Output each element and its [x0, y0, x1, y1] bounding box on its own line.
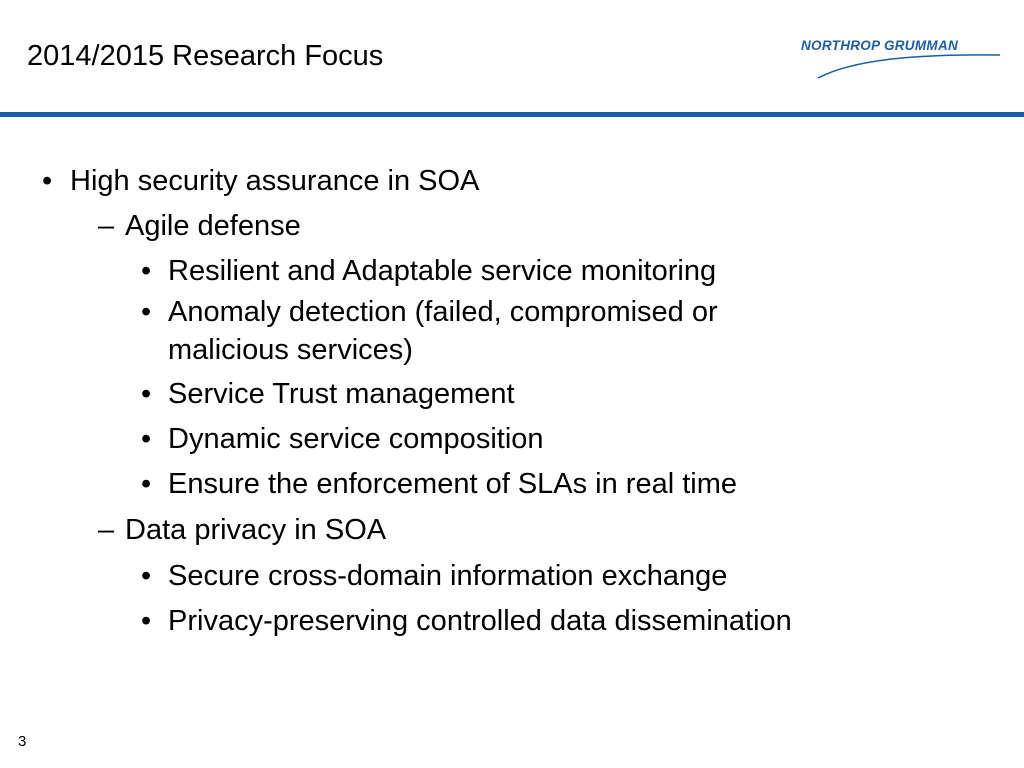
bullet-marker: •: [141, 605, 152, 637]
bullet-marker: •: [141, 468, 152, 500]
bullet-marker: •: [141, 255, 152, 287]
list-item-service-trust: Service Trust management: [168, 378, 515, 410]
bullet-marker: •: [141, 378, 152, 410]
list-item-cross-domain-exchange: Secure cross-domain information exchange: [168, 560, 728, 592]
list-item-dynamic-composition: Dynamic service composition: [168, 423, 544, 455]
dash-marker: –: [98, 514, 115, 546]
list-item-resilient-monitoring: Resilient and Adaptable service monitoring: [168, 255, 717, 287]
slide-number: 3: [18, 733, 27, 750]
bullet-marker: •: [141, 560, 152, 592]
subbullet-data-privacy: Data privacy in SOA: [125, 514, 387, 546]
list-item-privacy-dissemination: Privacy-preserving controlled data dissemination: [168, 605, 792, 637]
bullet-marker: •: [141, 423, 152, 455]
bullet-marker: •: [42, 165, 53, 197]
logo-text: NORTHROP GRUMMAN: [801, 38, 959, 53]
list-item-anomaly-detection-continuation: malicious services): [168, 334, 413, 366]
bullet-marker: •: [141, 296, 152, 328]
subbullet-agile-defense: Agile defense: [125, 210, 301, 242]
slide-title: 2014/2015 Research Focus: [27, 40, 384, 72]
list-item-anomaly-detection: Anomaly detection (failed, compromised or: [168, 296, 718, 328]
dash-marker: –: [98, 210, 115, 242]
bullet-high-security: High security assurance in SOA: [70, 165, 480, 197]
list-item-sla-enforcement: Ensure the enforcement of SLAs in real time: [168, 468, 738, 500]
